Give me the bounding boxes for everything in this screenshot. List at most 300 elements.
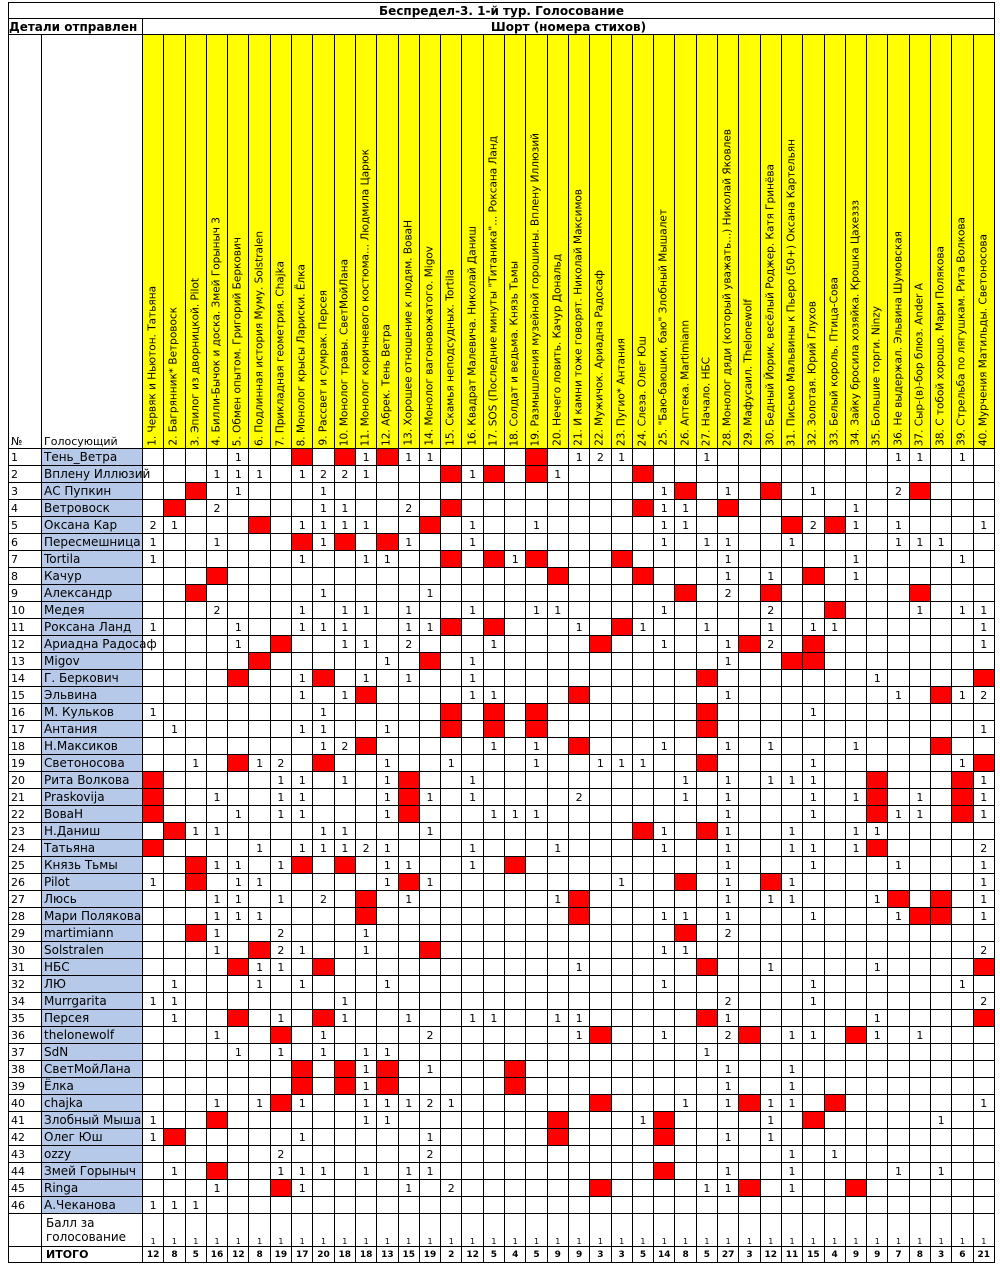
vote-cell [781,959,802,976]
vote-cell [462,1095,483,1112]
vote-cell [696,1027,717,1044]
vote-cell [888,1044,909,1061]
vote-cell [760,1146,781,1163]
vote-cell: 1 [249,755,270,772]
poem-header-9 [313,35,334,449]
vote-cell [611,1129,632,1146]
vote-cell [718,1146,739,1163]
vote-cell: 1 [781,1061,802,1078]
ball-cell: 1 [270,1214,291,1247]
vote-cell [973,585,994,602]
vote-cell [568,1180,589,1197]
vote-cell: 1 [419,449,440,466]
vote-cell [888,1027,909,1044]
vote-cell [270,568,291,585]
vote-cell: 1 [952,755,973,772]
vote-cell [696,704,717,721]
vote-cell: 1 [377,755,398,772]
ball-cell: 1 [419,1214,440,1247]
vote-cell: 1 [973,721,994,738]
vote-cell: 1 [675,908,696,925]
vote-cell [803,1129,824,1146]
vote-cell: 1 [313,500,334,517]
vote-cell [206,840,227,857]
vote-cell [249,449,270,466]
vote-cell [185,908,206,925]
vote-cell [824,891,845,908]
vote-cell [781,568,802,585]
vote-cell [696,738,717,755]
vote-cell [611,840,632,857]
vote-cell [228,721,249,738]
vote-cell: 1 [718,874,739,891]
vote-cell [824,942,845,959]
vote-cell: 1 [718,738,739,755]
row-number: 37 [9,1044,42,1061]
vote-cell [654,874,675,891]
vote-cell [249,1163,270,1180]
vote-cell [845,1180,866,1197]
vote-cell [909,840,930,857]
vote-cell [483,466,504,483]
vote-cell [632,1095,653,1112]
vote-cell [739,959,760,976]
vote-cell [547,551,568,568]
voter-name: Praskovija [42,789,143,806]
vote-cell [611,925,632,942]
vote-cell [590,483,611,500]
total-cell: 2 [441,1247,462,1263]
vote-cell: 1 [334,500,355,517]
vote-cell [909,1044,930,1061]
vote-cell [419,500,440,517]
vote-cell [228,755,249,772]
vote-cell [292,449,313,466]
vote-cell [355,619,376,636]
vote-cell [675,483,696,500]
vote-cell [952,738,973,755]
vote-cell: 1 [611,755,632,772]
vote-cell [526,1061,547,1078]
vote-cell [845,857,866,874]
vote-cell [526,993,547,1010]
vote-cell [377,585,398,602]
vote-cell [526,1078,547,1095]
vote-cell [547,1095,568,1112]
vote-cell [739,568,760,585]
vote-cell [143,823,164,840]
vote-cell: 1 [441,755,462,772]
voter-name: Рита Волкова [42,772,143,789]
vote-cell: 1 [206,925,227,942]
vote-cell: 1 [377,1044,398,1061]
vote-cell: 1 [292,976,313,993]
vote-cell [270,585,291,602]
vote-cell: 1 [143,551,164,568]
vote-cell [590,840,611,857]
vote-cell [824,568,845,585]
row-number: 2 [9,466,42,483]
poem-header-14 [419,35,440,449]
vote-cell: 1 [611,874,632,891]
vote-cell [867,449,888,466]
vote-cell: 2 [973,993,994,1010]
vote-cell [845,602,866,619]
vote-cell [483,670,504,687]
ball-cell: 1 [590,1214,611,1247]
vote-cell [675,551,696,568]
voter-name: СветМойЛана [42,1061,143,1078]
vote-cell: 1 [781,1163,802,1180]
vote-cell: 1 [781,823,802,840]
vote-cell: 2 [206,500,227,517]
ball-cell: 1 [292,1214,313,1247]
vote-cell [547,1129,568,1146]
vote-cell: 1 [334,619,355,636]
vote-cell [675,636,696,653]
vote-cell [632,1197,653,1214]
vote-cell [654,1112,675,1129]
vote-cell [292,925,313,942]
vote-cell [568,874,589,891]
vote-cell [739,483,760,500]
vote-cell [781,721,802,738]
vote-cell: 1 [419,823,440,840]
vote-cell [590,551,611,568]
vote-cell [632,823,653,840]
vote-cell [355,1180,376,1197]
short-label: Шорт (номера стихов) [143,19,995,35]
vote-cell [377,1197,398,1214]
vote-cell [867,466,888,483]
vote-cell [462,551,483,568]
vote-cell [270,653,291,670]
vote-cell [143,772,164,789]
vote-cell [526,653,547,670]
vote-cell: 1 [888,908,909,925]
vote-cell [973,483,994,500]
vote-cell [185,500,206,517]
vote-cell: 1 [547,840,568,857]
vote-cell [526,925,547,942]
vote-cell [845,1010,866,1027]
vote-cell [718,755,739,772]
vote-cell [462,925,483,942]
vote-cell [483,755,504,772]
vote-cell [888,840,909,857]
vote-cell [505,1044,526,1061]
vote-cell [441,823,462,840]
vote-cell [547,534,568,551]
vote-cell: 2 [270,755,291,772]
vote-cell [590,1129,611,1146]
vote-cell [547,1061,568,1078]
vote-cell [781,551,802,568]
vote-cell: 1 [824,1146,845,1163]
vote-cell [888,1010,909,1027]
vote-cell [249,534,270,551]
vote-cell [334,568,355,585]
vote-cell: 1 [696,449,717,466]
vote-cell [803,1112,824,1129]
vote-cell [547,806,568,823]
vote-cell [675,925,696,942]
vote-cell [632,687,653,704]
vote-cell [718,449,739,466]
vote-cell [462,908,483,925]
vote-cell [909,925,930,942]
poem-title: 19. Размышления музейной горошины. Вплену Иллюзий [529,132,542,446]
vote-cell [206,1044,227,1061]
vote-cell [228,1180,249,1197]
row-number: 8 [9,568,42,585]
vote-cell: 2 [760,602,781,619]
vote-cell [760,1197,781,1214]
vote-cell [739,772,760,789]
vote-cell: 2 [568,789,589,806]
vote-cell [483,449,504,466]
vote-cell [973,551,994,568]
vote-cell [313,1129,334,1146]
vote-cell [696,466,717,483]
vote-cell [888,500,909,517]
vote-cell [845,466,866,483]
vote-cell: 1 [313,823,334,840]
poem-header-2 [164,35,185,449]
vote-cell [270,534,291,551]
vote-cell [505,1163,526,1180]
vote-cell: 1 [377,789,398,806]
vote-cell [441,840,462,857]
vote-cell [930,874,951,891]
vote-cell: 1 [718,857,739,874]
vote-cell [249,1146,270,1163]
vote-cell [483,500,504,517]
vote-cell [867,517,888,534]
vote-cell [526,942,547,959]
vote-cell [824,517,845,534]
vote-cell [760,874,781,891]
vote-cell [824,806,845,823]
vote-cell [568,891,589,908]
vote-cell [355,959,376,976]
vote-cell [143,1044,164,1061]
poem-header-1 [143,35,164,449]
voter-name: Люсь [42,891,143,908]
vote-cell [654,687,675,704]
vote-cell [505,619,526,636]
vote-cell: 1 [781,840,802,857]
vote-cell [270,1129,291,1146]
vote-cell [568,908,589,925]
total-cell: 3 [739,1247,760,1263]
vote-cell [526,1129,547,1146]
vote-cell: 1 [462,857,483,874]
vote-cell [952,1027,973,1044]
vote-cell [930,823,951,840]
vote-cell [441,908,462,925]
vote-cell [185,772,206,789]
vote-cell [739,721,760,738]
vote-cell [739,449,760,466]
vote-cell: 1 [505,806,526,823]
vote-cell [973,755,994,772]
vote-cell [845,1095,866,1112]
vote-cell [164,500,185,517]
vote-cell [909,1095,930,1112]
vote-cell [909,483,930,500]
vote-cell [739,823,760,840]
vote-cell: 1 [206,823,227,840]
vote-cell [228,500,249,517]
vote-cell [398,1112,419,1129]
vote-cell: 1 [206,857,227,874]
vote-cell [462,568,483,585]
vote-cell: 1 [654,976,675,993]
vote-cell [632,1078,653,1095]
vote-cell: 1 [760,891,781,908]
poem-header-27 [696,35,717,449]
vote-cell [632,466,653,483]
vote-cell: 1 [355,1044,376,1061]
vote-cell [675,687,696,704]
vote-cell [590,653,611,670]
vote-cell: 1 [313,517,334,534]
vote-cell [654,466,675,483]
vote-cell [462,823,483,840]
vote-cell: 1 [718,823,739,840]
vote-cell [888,1061,909,1078]
voter-name: Тень_Ветра [42,449,143,466]
total-cell: 5 [526,1247,547,1263]
vote-cell [185,1095,206,1112]
vote-cell [568,721,589,738]
vote-cell [483,483,504,500]
poem-title: 25. "Баю-баюшки, баю" Злобный Мышалет [657,209,670,446]
vote-cell [334,1146,355,1163]
vote-cell [292,1027,313,1044]
vote-cell [739,619,760,636]
vote-cell [398,551,419,568]
vote-cell [845,483,866,500]
vote-cell [249,789,270,806]
vote-cell [377,1078,398,1095]
row-number: 9 [9,585,42,602]
vote-cell [888,1180,909,1197]
vote-cell [547,500,568,517]
vote-cell [355,772,376,789]
vote-cell [505,721,526,738]
vote-cell [143,1010,164,1027]
vote-cell [377,602,398,619]
vote-cell [867,500,888,517]
vote-cell: 1 [377,857,398,874]
vote-cell [249,1129,270,1146]
vote-cell: 1 [185,823,206,840]
ball-cell: 1 [526,1214,547,1247]
vote-cell [292,704,313,721]
vote-cell [930,976,951,993]
poem-title: 40. Мурчения Матильды. Светоносова [977,233,990,446]
vote-cell [760,942,781,959]
vote-cell [547,925,568,942]
vote-cell [249,823,270,840]
vote-cell [505,772,526,789]
vote-cell [803,823,824,840]
vote-cell [952,789,973,806]
poem-header-21 [568,35,589,449]
vote-cell: 1 [377,551,398,568]
row-number: 42 [9,1129,42,1146]
vote-cell [505,959,526,976]
vote-cell [185,568,206,585]
vote-cell [355,1129,376,1146]
vote-cell [611,636,632,653]
vote-cell [355,806,376,823]
total-cell: 12 [760,1247,781,1263]
vote-cell [632,891,653,908]
vote-cell [824,772,845,789]
vote-cell [292,874,313,891]
vote-cell: 1 [206,1095,227,1112]
poem-title: 31. Письмо Мальвины к Пьеро (50+) Оксана Картельян [785,138,798,446]
vote-cell [547,636,568,653]
vote-cell [739,1078,760,1095]
vote-cell [292,1010,313,1027]
vote-cell [718,1044,739,1061]
vote-cell [249,857,270,874]
vote-cell [696,942,717,959]
vote-cell [143,1061,164,1078]
vote-cell [909,772,930,789]
vote-cell [526,619,547,636]
vote-cell [632,806,653,823]
vote-cell [462,976,483,993]
vote-cell: 1 [781,874,802,891]
vote-cell [505,1146,526,1163]
vote-cell [803,670,824,687]
vote-cell [505,1197,526,1214]
vote-cell: 1 [143,874,164,891]
vote-cell [419,1112,440,1129]
vote-cell: 2 [270,925,291,942]
vote-cell [164,1027,185,1044]
vote-cell [419,925,440,942]
vote-cell [206,704,227,721]
vote-cell [952,1095,973,1112]
vote-cell: 1 [675,942,696,959]
vote-cell: 1 [760,738,781,755]
poem-title: 18. Солдат и ведьма. Князь Тьмы [508,260,521,446]
vote-cell [696,1061,717,1078]
ball-cell: 1 [952,1214,973,1247]
vote-cell [888,959,909,976]
ball-cell: 1 [760,1214,781,1247]
vote-cell [739,857,760,874]
vote-cell [526,636,547,653]
vote-cell [419,857,440,874]
vote-cell [419,1010,440,1027]
vote-cell [632,908,653,925]
vote-cell [292,653,313,670]
vote-cell [206,687,227,704]
vote-cell [206,449,227,466]
vote-cell [526,1112,547,1129]
vote-cell [441,1197,462,1214]
vote-cell: 1 [888,687,909,704]
vote-cell [483,619,504,636]
vote-cell: 1 [355,602,376,619]
